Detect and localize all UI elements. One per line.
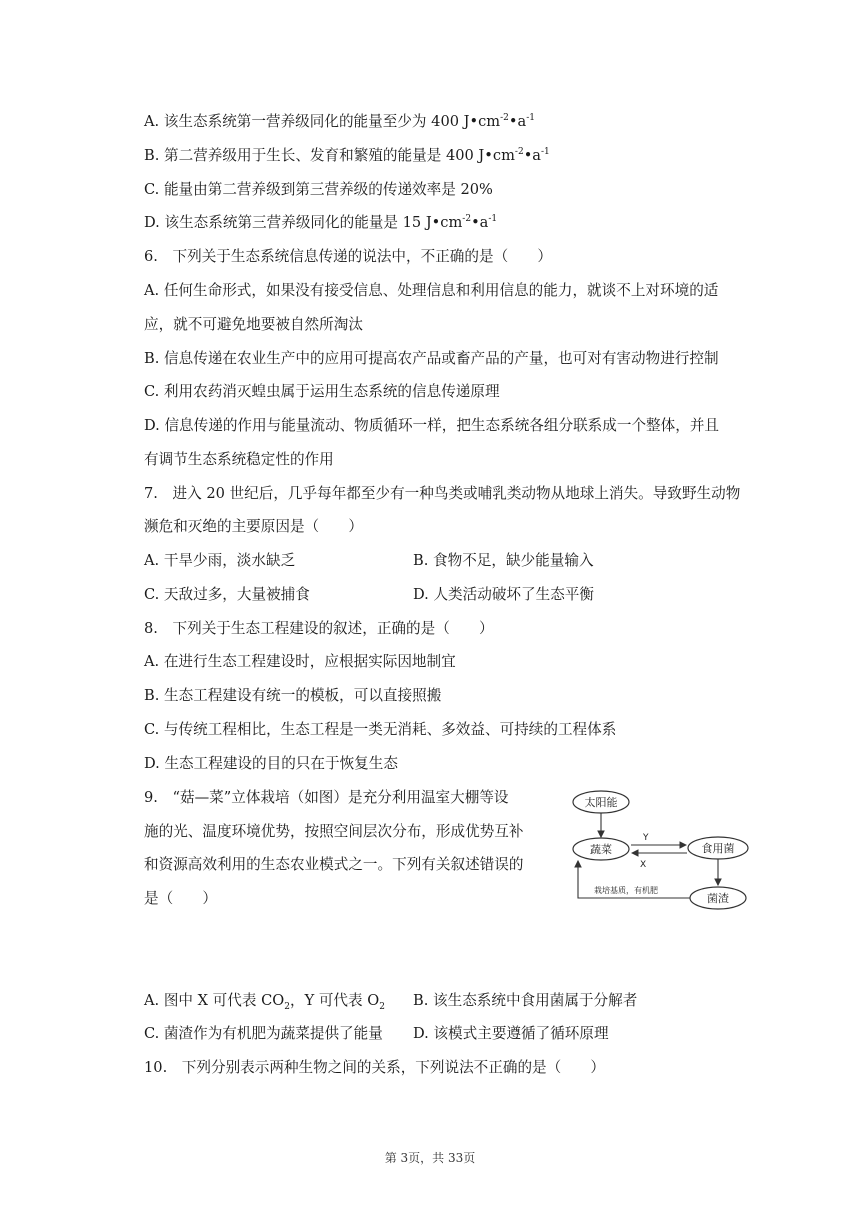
option-text: A. 图中 X 可代表 CO: [144, 992, 285, 1009]
option-text: 第二营养级用于生长、发育和繁殖的能量是 400 J•cm: [164, 147, 515, 164]
q5-option-d: [144, 213, 497, 233]
option-text: 该生态系统第三营养级同化的能量是 15 J•cm: [164, 214, 463, 231]
q9-stem-line3: 和资源高效利用的生态农业模式之一。下列有关叙述错误的: [144, 856, 524, 873]
superscript: -1: [488, 214, 498, 225]
q9-option-d: D. 该模式主要遵循了循环原理: [413, 1025, 609, 1042]
q7-option-b: B. 食物不足，缺少能量输入: [413, 552, 594, 569]
option-letter: C.: [144, 181, 160, 198]
option-letter: B.: [144, 147, 160, 164]
q5-option-a: [144, 112, 535, 132]
superscript: -1: [526, 113, 535, 124]
q8-option-c: C. 与传统工程相比，生态工程是一类无消耗、多效益、可持续的工程体系: [144, 721, 617, 738]
q9-stem-line1: 9. “菇—菜”立体栽培（如图）是充分利用温室大棚等设: [144, 789, 509, 806]
q6-option-d-line1: D. 信息传递的作用与能量流动、物质循环一样，把生态系统各组分联系成一个整体，并且: [144, 417, 720, 434]
q8-option-b: B. 生态工程建设有统一的模板，可以直接照搬: [144, 687, 442, 704]
q7-option-a: A. 干旱少雨，淡水缺乏: [144, 552, 296, 569]
unit-text: •a: [523, 147, 541, 164]
q8-stem: 8. 下列关于生态工程建设的叙述，正确的是（ ）: [144, 620, 494, 637]
label-substrate: 栽培基质，有机肥: [594, 886, 658, 895]
q7-option-d: D. 人类活动破坏了生态平衡: [413, 586, 594, 603]
subscript: 2: [284, 1001, 290, 1012]
q9-stem-line4: 是（ ）: [144, 890, 217, 907]
label-x: X: [640, 860, 647, 870]
q9-option-c: C. 菌渣作为有机肥为蔬菜提供了能量: [144, 1025, 383, 1042]
residue-label: 菌渣: [707, 892, 729, 905]
q6-option-a-line1: A. 任何生命形式，如果没有接受信息、处理信息和利用信息的能力，就谈不上对环境的适: [144, 282, 719, 299]
q9-option-b: B. 该生态系统中食用菌属于分解者: [413, 992, 638, 1009]
q5-option-b: [144, 146, 550, 166]
unit-text: •a: [508, 113, 527, 130]
unit-text: •a: [471, 214, 489, 231]
q9-option-a: [144, 991, 385, 1011]
q8-option-a: A. 在进行生态工程建设时，应根据实际因地制宜: [144, 653, 456, 670]
q6-option-d-line2: 有调节生态系统稳定性的作用: [144, 451, 334, 468]
mushroom-vegetable-cycle-diagram: [560, 785, 760, 913]
q7-stem-line1: 7. 进入 20 世纪后，几乎每年都至少有一种鸟类或哺乳类动物从地球上消失。导致野生动物: [144, 485, 741, 502]
superscript: -2: [514, 147, 524, 158]
option-letter: D.: [144, 214, 160, 231]
superscript: -2: [462, 214, 472, 225]
q7-option-c: C. 天敌过多，大量被捕食: [144, 586, 310, 603]
vegetable-label: 蔬菜: [590, 843, 612, 856]
option-text: 能量由第二营养级到第三营养级的传递效率是 20%: [163, 181, 493, 198]
option-text: 该生态系统第一营养级同化的能量至少为 400 J•cm: [163, 113, 501, 130]
label-y: Y: [643, 833, 649, 843]
q8-option-d: D. 生态工程建设的目的只在于恢复生态: [144, 755, 398, 772]
q6-option-b: B. 信息传递在农业生产中的应用可提高农产品或畜产品的产量，也可对有害动物进行控制: [144, 350, 719, 367]
q10-stem: 10. 下列分别表示两种生物之间的关系，下列说法不正确的是（ ）: [144, 1059, 606, 1076]
fungus-label: 食用菌: [701, 842, 735, 855]
sun-label: 太阳能: [584, 796, 618, 809]
q6-option-c: C. 利用农药消灭蝗虫属于运用生态系统的信息传递原理: [144, 383, 500, 400]
q9-stem-line2: 施的光、温度环境优势，按照空间层次分布，形成优势互补: [144, 823, 524, 840]
q7-stem-line2: 濒危和灭绝的主要原因是（ ）: [144, 518, 363, 535]
option-text: ，Y 可代表 O: [289, 992, 380, 1009]
q5-option-c: [144, 180, 493, 200]
superscript: -2: [500, 113, 509, 124]
q6-stem: 6. 下列关于生态系统信息传递的说法中，不正确的是（ ）: [144, 248, 552, 265]
page-number-footer: 第 3页，共 33页: [384, 1151, 476, 1165]
subscript: 2: [379, 1001, 385, 1012]
option-letter: A.: [144, 113, 160, 130]
q6-option-a-line2: 应，就不可避免地要被自然所淘汰: [144, 316, 363, 333]
superscript: -1: [541, 147, 550, 158]
